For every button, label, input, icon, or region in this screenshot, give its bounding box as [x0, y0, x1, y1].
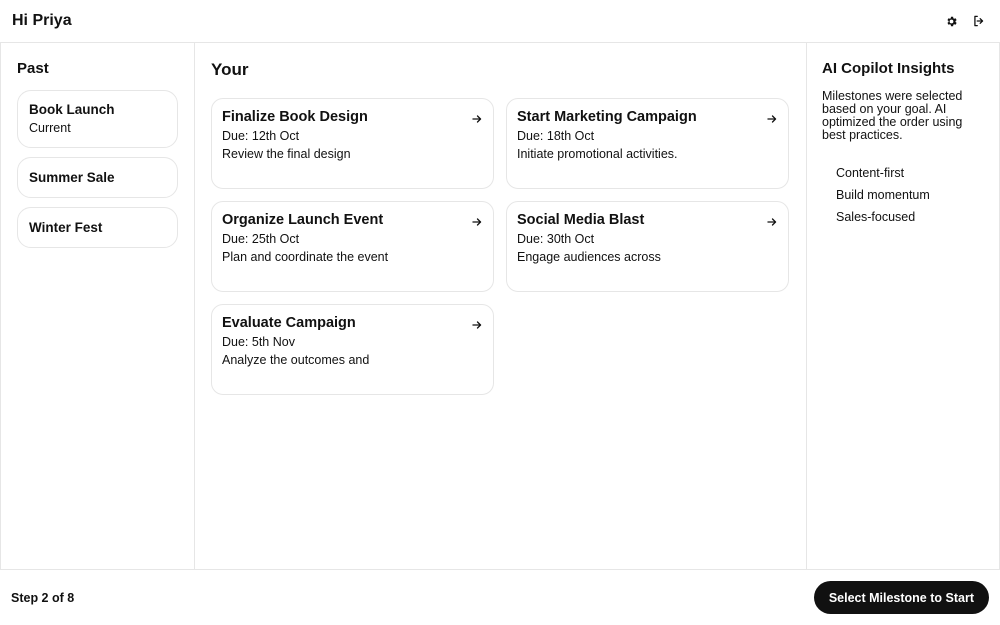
past-item-summer-sale[interactable]	[17, 157, 178, 198]
past-item-winter-fest[interactable]	[17, 207, 178, 248]
milestone-card[interactable]	[506, 98, 789, 189]
milestone-due: Due: 18th Oct	[517, 129, 595, 143]
milestone-due: Due: 5th Nov	[222, 335, 295, 349]
insights-title: AI Copilot Insights	[822, 60, 955, 77]
milestone-due: Due: 12th Oct	[222, 129, 300, 143]
past-item-name: Book Launch	[29, 102, 115, 117]
insights-body: Milestones were selected based on your goal. AI optimized the order using best practices.	[822, 89, 963, 142]
insight-item: Sales-focused	[836, 210, 916, 224]
past-item-name: Summer Sale	[29, 170, 115, 185]
arrow-right-icon[interactable]	[471, 216, 483, 228]
greeting: Hi Priya	[12, 12, 72, 29]
milestone-title: Organize Launch Event	[222, 212, 384, 228]
insight-item: Build momentum	[836, 188, 930, 202]
milestone-grid	[211, 98, 790, 395]
past-title: Past	[17, 60, 49, 77]
milestone-due: Due: 30th Oct	[517, 232, 595, 246]
milestone-description: Review the final design	[222, 147, 351, 161]
select-milestone-button[interactable]: Select Milestone to Start	[814, 581, 989, 614]
milestone-title: Start Marketing Campaign	[517, 109, 697, 125]
milestone-card[interactable]	[211, 98, 494, 189]
milestone-card[interactable]	[211, 201, 494, 292]
milestone-description: Plan and coordinate the event	[222, 250, 389, 264]
arrow-right-icon[interactable]	[471, 113, 483, 125]
step-indicator: Step 2 of 8	[11, 590, 75, 605]
milestone-title: Social Media Blast	[517, 212, 645, 228]
app-header	[0, 0, 1000, 43]
arrow-right-icon[interactable]	[471, 319, 483, 331]
milestone-description: Engage audiences across	[517, 250, 661, 264]
past-item-name: Winter Fest	[29, 220, 103, 235]
arrow-right-icon[interactable]	[766, 216, 778, 228]
insights-list	[822, 166, 984, 224]
insights-panel	[806, 43, 1000, 570]
gear-icon[interactable]	[944, 14, 958, 28]
insight-item: Content-first	[836, 166, 905, 180]
arrow-right-icon[interactable]	[766, 113, 778, 125]
milestone-description: Analyze the outcomes and	[222, 353, 370, 367]
footer-bar	[0, 570, 1000, 625]
past-sidebar	[0, 43, 195, 570]
logout-icon[interactable]	[972, 14, 986, 28]
page-title: Your	[211, 60, 249, 79]
milestone-card[interactable]	[211, 304, 494, 395]
milestone-title: Finalize Book Design	[222, 109, 368, 125]
milestone-title: Evaluate Campaign	[222, 315, 356, 331]
header-actions	[944, 14, 988, 28]
milestone-card[interactable]	[506, 201, 789, 292]
past-item-status: Current	[29, 121, 71, 135]
milestone-due: Due: 25th Oct	[222, 232, 300, 246]
milestone-description: Initiate promotional activities.	[517, 147, 678, 161]
milestone-panel	[195, 43, 806, 570]
past-item-book-launch[interactable]	[17, 90, 178, 148]
